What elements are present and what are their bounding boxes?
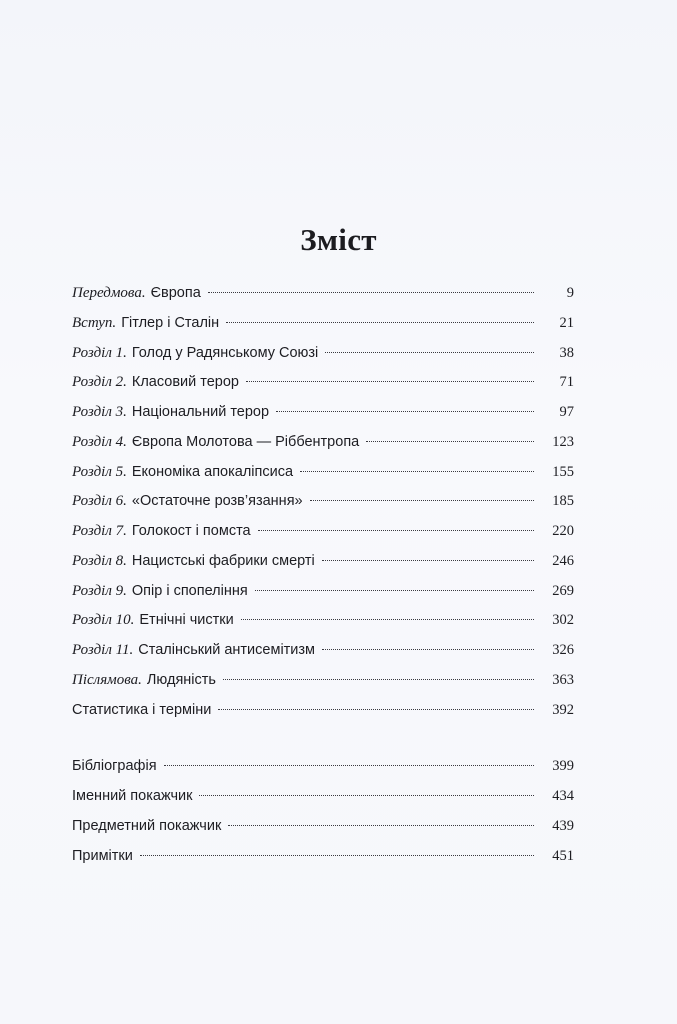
toc-entry-title: Примітки <box>72 847 133 864</box>
toc-entry-prefix: Розділ 8. <box>72 552 127 569</box>
dot-leader <box>223 679 534 680</box>
toc-entry <box>72 315 574 345</box>
toc-entry-prefix: Розділ 6. <box>72 493 127 510</box>
toc-entry <box>72 553 574 583</box>
toc-entry-page: 451 <box>552 847 574 864</box>
toc-entry-title: Іменний покажчик <box>72 788 193 804</box>
toc-entry-title: Сталінський антисемітизм <box>138 642 316 658</box>
toc-entry-page: 399 <box>552 758 574 775</box>
toc-entry <box>72 848 574 878</box>
toc-entry <box>72 523 574 553</box>
toc-entry-prefix: Розділ 2. <box>72 374 127 391</box>
toc-entry-title: Нацистські фабрики смерті <box>131 552 315 569</box>
toc-entry <box>72 345 574 375</box>
toc-entry <box>72 758 574 788</box>
toc-entry-page: 21 <box>559 314 574 331</box>
toc-entry-prefix: Передмова. <box>72 285 146 301</box>
toc-entry-page: 392 <box>552 701 574 718</box>
toc-entry-page: 363 <box>552 671 574 688</box>
toc-entry-page: 220 <box>552 523 574 539</box>
toc-entry-prefix: Післямова. <box>72 671 142 688</box>
toc-entry-title: Етнічні чистки <box>139 612 234 629</box>
dot-leader <box>300 471 534 472</box>
dot-leader <box>258 530 534 531</box>
dot-leader <box>366 441 534 442</box>
dot-leader <box>164 765 534 766</box>
toc-entry-title: Економіка апокаліпсиса <box>131 463 294 480</box>
dot-leader <box>322 560 534 561</box>
dot-leader <box>140 855 534 856</box>
toc-entry <box>72 612 574 642</box>
toc-entry-title: Предметний покажчик <box>72 817 222 834</box>
toc-entry-prefix: Розділ 10. <box>72 612 135 629</box>
dot-leader <box>325 352 534 353</box>
toc-entry-prefix: Розділ 3. <box>72 404 127 420</box>
toc-main-list <box>72 285 574 731</box>
toc-entry-prefix: Розділ 7. <box>72 523 127 539</box>
toc-entry <box>72 434 574 464</box>
toc-entry <box>72 493 574 523</box>
toc-entry-title: Людяність <box>146 671 216 688</box>
toc-entry <box>72 788 574 818</box>
dot-leader <box>246 381 534 382</box>
toc-entry-page: 326 <box>552 642 574 658</box>
toc-entry-page: 185 <box>552 493 574 510</box>
toc-entry-page: 302 <box>552 612 574 629</box>
toc-entry-title: Бібліографія <box>72 758 157 775</box>
toc-entry-page: 71 <box>559 374 574 391</box>
dot-leader <box>226 322 534 323</box>
dot-leader <box>310 500 534 501</box>
toc-entry-page: 434 <box>552 788 574 804</box>
toc-entry-page: 123 <box>552 433 574 450</box>
toc-entry-prefix: Вступ. <box>72 314 117 331</box>
toc-entry-title: Гітлер і Сталін <box>121 314 220 331</box>
toc-entry-title: Національний терор <box>131 404 270 420</box>
toc-entry-prefix: Розділ 4. <box>72 433 127 450</box>
toc-entry-title: Опір і спопеління <box>131 582 248 599</box>
toc-entry-prefix: Розділ 5. <box>72 463 127 480</box>
toc-entry-title: Голод у Радянському Союзі <box>131 344 319 361</box>
toc-back-matter-list <box>72 758 574 877</box>
toc-entry <box>72 702 574 732</box>
toc-entry <box>72 583 574 613</box>
toc-entry <box>72 672 574 702</box>
dot-leader <box>199 795 534 796</box>
page-title: Зміст <box>300 222 377 257</box>
table-of-contents <box>72 285 574 877</box>
toc-entry-page: 269 <box>552 582 574 599</box>
toc-entry <box>72 642 574 672</box>
toc-entry <box>72 404 574 434</box>
dot-leader <box>255 590 534 591</box>
toc-entry-title: Класовий терор <box>131 374 239 391</box>
dot-leader <box>322 649 534 650</box>
toc-entry-page: 246 <box>552 552 574 569</box>
dot-leader <box>228 825 534 826</box>
toc-entry-title: Європа <box>150 285 201 301</box>
dot-leader <box>218 709 534 710</box>
toc-entry-page: 155 <box>552 463 574 480</box>
toc-entry-title: Європа Молотова — Ріббентропа <box>131 433 360 450</box>
toc-entry-title: «Остаточне розв’язання» <box>131 493 303 510</box>
toc-entry-prefix: Розділ 11. <box>72 642 134 658</box>
dot-leader <box>208 292 534 293</box>
toc-entry-prefix: Розділ 1. <box>72 344 127 361</box>
dot-leader <box>241 619 534 620</box>
toc-entry <box>72 374 574 404</box>
toc-entry-page: 97 <box>559 404 574 420</box>
toc-entry-page: 439 <box>552 817 574 834</box>
toc-entry-title: Статистика і терміни <box>72 701 212 718</box>
toc-entry <box>72 464 574 494</box>
toc-entry <box>72 285 574 315</box>
toc-entry <box>72 818 574 848</box>
toc-entry-page: 38 <box>559 344 574 361</box>
toc-entry-page: 9 <box>566 285 574 301</box>
toc-entry-prefix: Розділ 9. <box>72 582 127 599</box>
dot-leader <box>276 411 534 412</box>
toc-entry-title: Голокост і помста <box>131 523 251 539</box>
